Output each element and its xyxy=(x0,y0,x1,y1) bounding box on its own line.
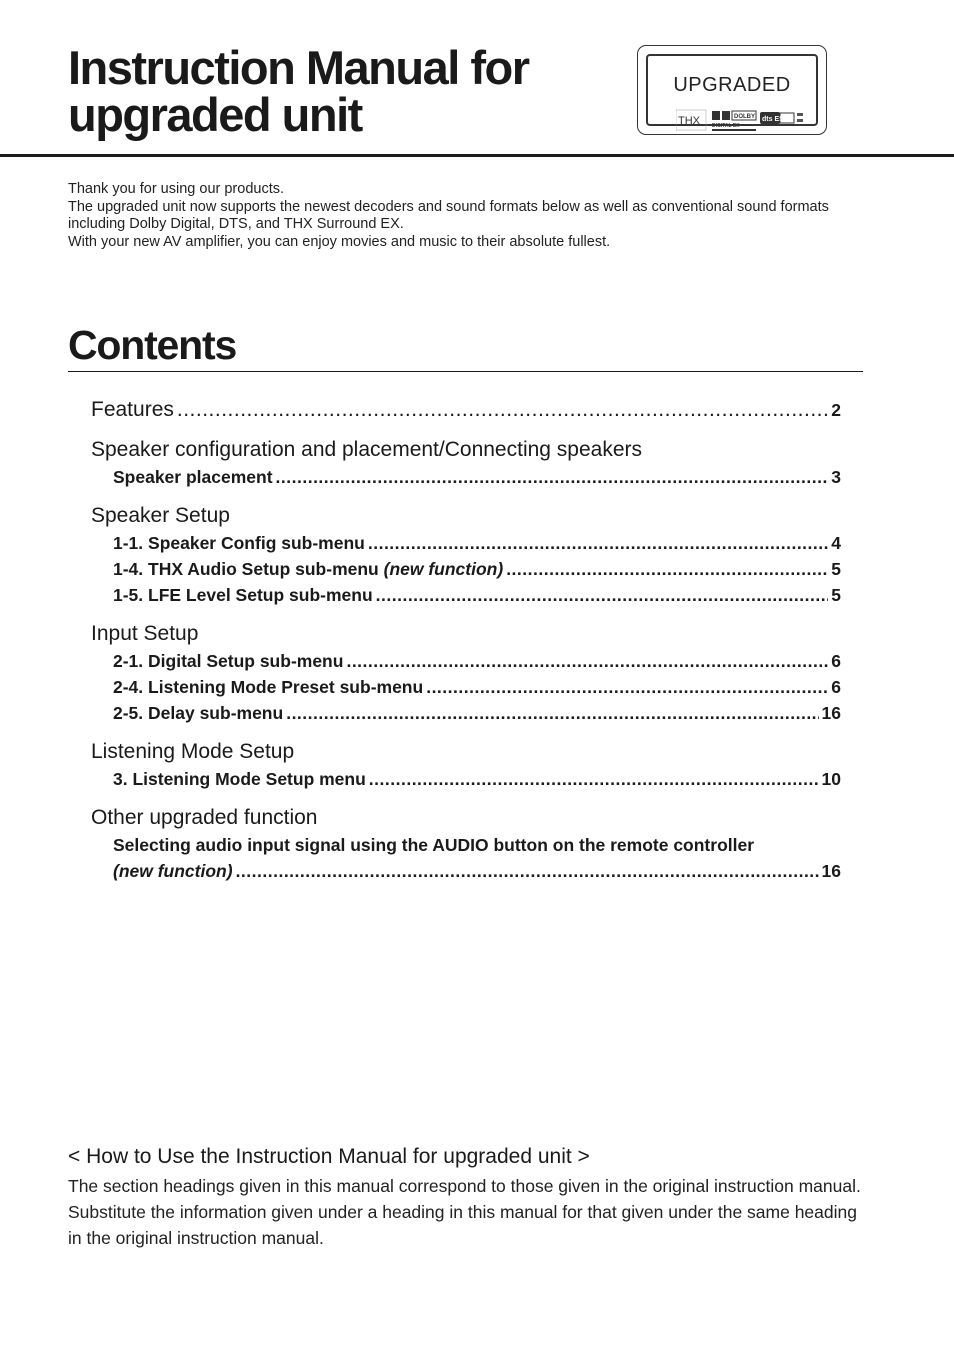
new-function-note: (new function) xyxy=(383,559,504,579)
toc-leader-dots xyxy=(177,396,828,424)
toc-page-number: 6 xyxy=(831,651,841,671)
toc-entry[interactable] xyxy=(113,556,841,582)
toc-page-number: 2 xyxy=(831,400,841,420)
header-divider xyxy=(0,154,954,157)
toc-entry[interactable] xyxy=(113,582,841,608)
toc-entry-label: 2-5. Delay sub-menu xyxy=(113,703,284,723)
intro-text xyxy=(68,181,868,251)
toc-entry-label xyxy=(113,858,233,884)
intro-line: With your new AV amplifier, you can enjoy movies and music to their absolute fullest. xyxy=(68,233,611,250)
toc-entry-label: 2-1. Digital Setup sub-menu xyxy=(113,651,344,671)
intro-line: Thank you for using our products. xyxy=(68,181,285,197)
toc-leader-dots xyxy=(506,556,828,582)
toc-section-speaker-setup xyxy=(91,502,841,608)
toc-section-input-setup xyxy=(91,620,841,726)
toc-page-number: 16 xyxy=(821,703,841,723)
toc-entry[interactable] xyxy=(91,396,841,424)
toc-section-features xyxy=(91,396,841,424)
toc-page-number: 3 xyxy=(831,467,841,487)
toc-entry-label[interactable]: Selecting audio input signal using the AUDIO button on the remote controller xyxy=(113,835,755,855)
toc-section-title: Speaker configuration and placement/Connecting speakers xyxy=(91,438,643,461)
toc-page-number: 6 xyxy=(831,677,841,697)
contents-heading: Contents xyxy=(68,322,237,368)
toc-entry-label-text: 1-4. THX Audio Setup sub-menu xyxy=(113,559,379,579)
page-title xyxy=(68,41,529,141)
badge-logo-3: dts ES xyxy=(762,116,784,123)
upgraded-badge-label: UPGRADED xyxy=(673,74,791,96)
page-title-line1: Instruction Manual for xyxy=(68,41,529,94)
toc-entry-label: 1-5. LFE Level Setup sub-menu xyxy=(113,585,373,605)
toc-page-number: 5 xyxy=(831,585,841,605)
new-function-note: (new function) xyxy=(113,861,233,881)
table-of-contents xyxy=(91,396,841,896)
intro-line: The upgraded unit now supports the newest decoders and sound formats below as well as conventional sound formats including Dolby Digital, DTS, and THX Surround EX. xyxy=(68,198,829,232)
toc-entry[interactable] xyxy=(113,700,841,726)
toc-leader-dots xyxy=(426,674,828,700)
toc-section-title: Other upgraded function xyxy=(91,806,318,829)
toc-leader-dots xyxy=(346,648,828,674)
toc-entry-label: Speaker placement xyxy=(113,467,273,487)
toc-entry-label: 3. Listening Mode Setup menu xyxy=(113,769,366,789)
toc-leader-dots xyxy=(286,700,818,726)
badge-logo-0: THX xyxy=(678,115,700,127)
badge-logo-2: DIGITAL EX xyxy=(712,123,740,129)
toc-section-other-upgraded-function xyxy=(91,804,841,884)
toc-entry-label: 1-1. Speaker Config sub-menu xyxy=(113,533,365,553)
toc-entry[interactable] xyxy=(113,858,841,884)
toc-page-number: 4 xyxy=(831,533,841,553)
toc-entry[interactable] xyxy=(113,674,841,700)
toc-leader-dots xyxy=(276,464,829,490)
toc-entry[interactable] xyxy=(113,648,841,674)
toc-entry-label xyxy=(113,556,503,582)
badge-logo-1: DOLBY xyxy=(734,114,755,120)
howto-heading: < How to Use the Instruction Manual for upgraded unit > xyxy=(68,1145,590,1168)
toc-entry[interactable] xyxy=(113,766,841,792)
toc-section-title: Listening Mode Setup xyxy=(91,740,295,763)
upgraded-badge xyxy=(637,45,827,135)
toc-entry[interactable] xyxy=(113,530,841,556)
toc-section-title: Speaker Setup xyxy=(91,504,230,527)
toc-entry-label: 2-4. Listening Mode Preset sub-menu xyxy=(113,677,424,697)
toc-page-number: 16 xyxy=(821,861,841,881)
toc-section-listening-mode-setup xyxy=(91,738,841,792)
upgraded-badge-frame xyxy=(646,54,818,129)
toc-page-number: 10 xyxy=(821,769,841,789)
toc-page-number: 5 xyxy=(831,559,841,579)
toc-leader-dots xyxy=(236,858,819,884)
toc-section-title: Input Setup xyxy=(91,622,199,645)
howto-body: The section headings given in this manual correspond to those given in the original instruction manual. Substitute the information given under a heading in this manual for that given under the same heading in the original instruction manual. xyxy=(68,1176,861,1248)
toc-entry[interactable] xyxy=(113,464,841,490)
toc-section-speaker-configuration xyxy=(91,436,841,490)
toc-leader-dots xyxy=(376,582,829,608)
page-title-line2: upgraded unit xyxy=(68,88,362,141)
toc-leader-dots xyxy=(368,530,828,556)
contents-divider xyxy=(68,371,863,372)
toc-section-title: Features xyxy=(91,398,174,421)
toc-leader-dots xyxy=(369,766,819,792)
format-logos-icon xyxy=(676,108,806,132)
